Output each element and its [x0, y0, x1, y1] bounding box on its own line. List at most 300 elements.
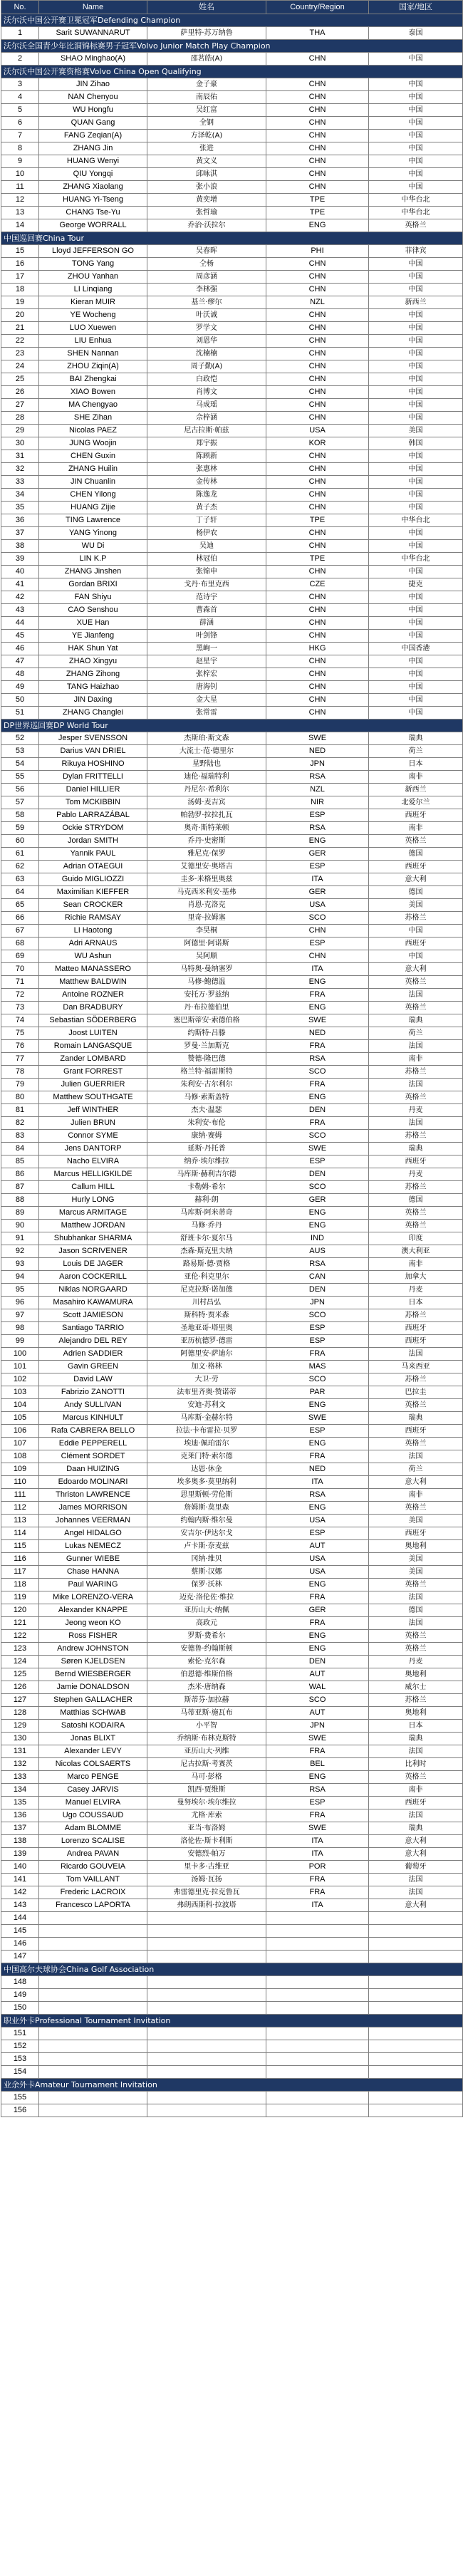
cell-player-name: Alejandro DEL REY [39, 1335, 147, 1348]
cell-country-code: ITA [266, 873, 369, 886]
cell-country-chinese: 荷兰 [369, 1463, 463, 1476]
cell-player-name: LIN K.P [39, 553, 147, 566]
cell-player-name: Dan BRADBURY [39, 1002, 147, 1014]
cell-country-code: CHN [266, 566, 369, 578]
cell-player-name: Jamie DONALDSON [39, 1681, 147, 1694]
cell-country-chinese: 法国 [369, 1117, 463, 1130]
cell-number: 152 [1, 2040, 39, 2053]
cell-country-code: POR [266, 1861, 369, 1874]
cell-player-name: Julien BRUN [39, 1117, 147, 1130]
table-row [1, 1733, 463, 1745]
cell-chinese-name: 约翰内斯·维尔曼 [147, 1515, 266, 1527]
cell-player-name: ZHANG Huilin [39, 463, 147, 476]
cell-player-name: Darius VAN DRIEL [39, 745, 147, 758]
cell-chinese-name [147, 2092, 266, 2104]
cell-country-chinese: 瑞典 [369, 1412, 463, 1425]
cell-chinese-name: 阿德里安·萨迪尔 [147, 1348, 266, 1361]
cell-country-chinese: 意大利 [369, 963, 463, 976]
table-row [1, 1579, 463, 1591]
cell-number: 66 [1, 912, 39, 925]
cell-number: 144 [1, 1912, 39, 1925]
cell-country-code: SWE [266, 1014, 369, 1027]
cell-chinese-name: 张进 [147, 142, 266, 155]
cell-country-chinese: 中国 [369, 604, 463, 617]
cell-country-code [266, 2040, 369, 2053]
cell-country-chinese [369, 2002, 463, 2015]
cell-chinese-name [147, 2002, 266, 2015]
cell-number: 134 [1, 1784, 39, 1797]
cell-player-name: Gavin GREEN [39, 1361, 147, 1373]
table-row [1, 1348, 463, 1361]
table-row [1, 1091, 463, 1104]
cell-country-code: ENG [266, 1630, 369, 1643]
cell-player-name: Aaron COCKERILL [39, 1271, 147, 1284]
cell-country-code: FRA [266, 1874, 369, 1886]
cell-player-name: Marcus HELLIGKILDE [39, 1168, 147, 1181]
cell-country-code [266, 1925, 369, 1938]
cell-player-name: XIAO Bowen [39, 386, 147, 399]
cell-country-chinese: 中国 [369, 925, 463, 938]
cell-country-code: TPE [266, 553, 369, 566]
cell-player-name: ZHANG Jin [39, 142, 147, 155]
cell-number: 85 [1, 1155, 39, 1168]
cell-chinese-name: 方泽乾(A) [147, 130, 266, 142]
cell-number: 131 [1, 1745, 39, 1758]
cell-number: 57 [1, 796, 39, 809]
cell-player-name: Francesco LAPORTA [39, 1899, 147, 1912]
cell-country-code: ENG [266, 1771, 369, 1784]
cell-country-code: ESP [266, 938, 369, 950]
table-row [1, 1155, 463, 1168]
table-row [1, 258, 463, 271]
cell-country-code: ITA [266, 1899, 369, 1912]
cell-chinese-name: 马克西米利安·基弗 [147, 886, 266, 899]
cell-player-name: Casey JARVIS [39, 1784, 147, 1797]
cell-country-code [266, 1938, 369, 1951]
cell-player-name: Mike LORENZO-VERA [39, 1591, 147, 1604]
cell-country-chinese [369, 1925, 463, 1938]
cell-country-code [266, 2053, 369, 2066]
cell-player-name: Gordan BRIXI [39, 578, 147, 591]
cell-chinese-name: 汤姆·瓦扬 [147, 1874, 266, 1886]
table-row [1, 1515, 463, 1527]
cell-chinese-name [147, 1989, 266, 2002]
cell-country-chinese: 韩国 [369, 437, 463, 450]
cell-player-name: XUE Han [39, 617, 147, 630]
cell-number: 82 [1, 1117, 39, 1130]
cell-player-name: Pablo LARRAZÁBAL [39, 809, 147, 822]
cell-country-chinese: 苏格兰 [369, 1694, 463, 1707]
cell-number: 6 [1, 117, 39, 130]
cell-country-chinese: 威尔士 [369, 1681, 463, 1694]
cell-chinese-name: 罗斯·费希尔 [147, 1630, 266, 1643]
cell-chinese-name: 蔡斯·汉娜 [147, 1566, 266, 1579]
cell-country-code: NED [266, 1027, 369, 1040]
cell-country-chinese: 中国 [369, 78, 463, 91]
cell-country-chinese: 美国 [369, 1553, 463, 1566]
cell-country-code: AUT [266, 1707, 369, 1720]
cell-country-chinese: 英格兰 [369, 1002, 463, 1014]
cell-number: 14 [1, 219, 39, 232]
cell-country-code: SCO [266, 1373, 369, 1386]
table-row [1, 1758, 463, 1771]
table-row [1, 1425, 463, 1438]
cell-number: 69 [1, 950, 39, 963]
cell-country-code: GER [266, 848, 369, 861]
cell-country-chinese: 法国 [369, 1040, 463, 1053]
cell-country-code: CHN [266, 155, 369, 168]
cell-number: 34 [1, 489, 39, 502]
cell-chinese-name: 埃迪·佩珀雷尔 [147, 1438, 266, 1450]
section-header-row [1, 66, 463, 78]
cell-player-name: Julien GUERRIER [39, 1079, 147, 1091]
cell-number: 18 [1, 284, 39, 296]
cell-country-code: CHN [266, 284, 369, 296]
table-row [1, 976, 463, 989]
cell-country-chinese: 法国 [369, 989, 463, 1002]
table-row [1, 1925, 463, 1938]
cell-number: 24 [1, 360, 39, 373]
cell-number: 4 [1, 91, 39, 104]
cell-number: 142 [1, 1886, 39, 1899]
cell-country-code: ENG [266, 1643, 369, 1656]
cell-country-code: FRA [266, 1117, 369, 1130]
cell-number: 87 [1, 1181, 39, 1194]
cell-country-chinese: 意大利 [369, 873, 463, 886]
cell-chinese-name: 亚当·布洛姆 [147, 1822, 266, 1835]
cell-country-chinese: 中国 [369, 502, 463, 514]
cell-country-chinese: 法国 [369, 1591, 463, 1604]
cell-country-chinese: 瑞典 [369, 1014, 463, 1027]
cell-chinese-name: 安德烈·帕万 [147, 1848, 266, 1861]
cell-country-code: FRA [266, 1079, 369, 1091]
cell-number: 118 [1, 1579, 39, 1591]
cell-country-code: DEN [266, 1656, 369, 1668]
table-row [1, 873, 463, 886]
cell-country-chinese: 法国 [369, 1745, 463, 1758]
table-row [1, 527, 463, 540]
cell-chinese-name: 奥奇·斯特莱顿 [147, 822, 266, 835]
cell-chinese-name: 亚历山大·纳佩 [147, 1604, 266, 1617]
cell-chinese-name: 康纳·赛姆 [147, 1130, 266, 1143]
cell-country-code: CHN [266, 181, 369, 194]
cell-chinese-name: 阿德里·阿诺斯 [147, 938, 266, 950]
cell-player-name: Jesper SVENSSON [39, 732, 147, 745]
table-row [1, 1220, 463, 1232]
cell-country-code: SCO [266, 1309, 369, 1322]
table-row [1, 1297, 463, 1309]
cell-country-chinese: 中国 [369, 348, 463, 360]
cell-chinese-name [147, 1938, 266, 1951]
cell-number: 105 [1, 1412, 39, 1425]
cell-country-chinese [369, 2066, 463, 2079]
cell-chinese-name: 乔纳斯·布林克斯特 [147, 1733, 266, 1745]
cell-country-code [266, 1951, 369, 1963]
cell-country-code: ESP [266, 1425, 369, 1438]
table-row [1, 1168, 463, 1181]
cell-player-name: YANG Yinong [39, 527, 147, 540]
table-row [1, 1450, 463, 1463]
cell-number: 62 [1, 861, 39, 873]
cell-country-chinese: 美国 [369, 1515, 463, 1527]
cell-country-chinese: 苏格兰 [369, 1181, 463, 1194]
table-row [1, 2002, 463, 2015]
cell-country-code: CHN [266, 168, 369, 181]
cell-player-name [39, 1925, 147, 1938]
cell-country-code: WAL [266, 1681, 369, 1694]
cell-country-chinese: 中国 [369, 386, 463, 399]
cell-number: 117 [1, 1566, 39, 1579]
cell-chinese-name: 马可·彭格 [147, 1771, 266, 1784]
table-row [1, 78, 463, 91]
cell-chinese-name: 肖恩·克洛克 [147, 899, 266, 912]
cell-country-code [266, 2104, 369, 2117]
table-row [1, 566, 463, 578]
cell-number: 139 [1, 1848, 39, 1861]
cell-player-name: TANG Haizhao [39, 681, 147, 694]
cell-country-code: CHN [266, 450, 369, 463]
cell-number: 46 [1, 643, 39, 655]
cell-country-code: CHN [266, 604, 369, 617]
cell-country-code: CHN [266, 591, 369, 604]
cell-country-code: AUS [266, 1245, 369, 1258]
cell-number: 71 [1, 976, 39, 989]
cell-number: 31 [1, 450, 39, 463]
cell-country-chinese: 瑞典 [369, 732, 463, 745]
cell-country-chinese: 中国 [369, 322, 463, 335]
cell-player-name [39, 1976, 147, 1989]
cell-country-chinese: 奥地利 [369, 1707, 463, 1720]
cell-player-name: ZHANG Zihong [39, 668, 147, 681]
cell-country-chinese: 中国 [369, 53, 463, 66]
cell-country-code: SWE [266, 1412, 369, 1425]
cell-chinese-name: 里卡多·古维亚 [147, 1861, 266, 1874]
table-row [1, 1617, 463, 1630]
cell-number: 73 [1, 1002, 39, 1014]
table-row [1, 1566, 463, 1579]
cell-player-name: Maximilian KIEFFER [39, 886, 147, 899]
table-header [1, 1, 463, 14]
cell-player-name: Ross FISHER [39, 1630, 147, 1643]
cell-player-name: Yannik PAUL [39, 848, 147, 861]
cell-chinese-name: 张小浪 [147, 181, 266, 194]
table-row [1, 950, 463, 963]
cell-player-name: Callum HILL [39, 1181, 147, 1194]
cell-chinese-name: 尤格·库索 [147, 1809, 266, 1822]
cell-country-chinese: 荷兰 [369, 1027, 463, 1040]
cell-player-name: Jason SCRIVENER [39, 1245, 147, 1258]
cell-chinese-name: 法布里齐奥·赞诺蒂 [147, 1386, 266, 1399]
table-row [1, 386, 463, 399]
cell-chinese-name: 邵茗皓(A) [147, 53, 266, 66]
cell-country-chinese [369, 1989, 463, 2002]
cell-number: 11 [1, 181, 39, 194]
cell-country-chinese: 中国 [369, 655, 463, 668]
table-row [1, 181, 463, 194]
table-row [1, 1399, 463, 1412]
cell-player-name: SHE Zihan [39, 412, 147, 425]
table-row [1, 681, 463, 694]
cell-player-name: QUAN Gang [39, 117, 147, 130]
cell-country-chinese: 意大利 [369, 1835, 463, 1848]
table-row [1, 1502, 463, 1515]
table-row [1, 1438, 463, 1450]
cell-country-code: CHN [266, 412, 369, 425]
cell-chinese-name [147, 1976, 266, 1989]
cell-country-chinese: 中国 [369, 566, 463, 578]
cell-country-code: CAN [266, 1271, 369, 1284]
cell-country-chinese: 德国 [369, 848, 463, 861]
cell-chinese-name: 里奇·拉姆塞 [147, 912, 266, 925]
cell-player-name: Ugo COUSSAUD [39, 1809, 147, 1822]
cell-country-chinese: 中国 [369, 284, 463, 296]
table-row [1, 271, 463, 284]
cell-chinese-name: 陈顾新 [147, 450, 266, 463]
cell-number: 129 [1, 1720, 39, 1733]
table-row [1, 463, 463, 476]
header-row [1, 1, 463, 14]
cell-country-code: CHN [266, 655, 369, 668]
table-row [1, 1463, 463, 1476]
cell-chinese-name: 吴迪 [147, 540, 266, 553]
table-row [1, 1694, 463, 1707]
cell-number: 90 [1, 1220, 39, 1232]
cell-country-code: USA [266, 899, 369, 912]
cell-player-name: TONG Yang [39, 258, 147, 271]
cell-chinese-name: 约斯特·吕滕 [147, 1027, 266, 1040]
cell-country-code: CHN [266, 617, 369, 630]
cell-player-name: Sarit SUWANNARUT [39, 27, 147, 40]
cell-country-code: CHN [266, 694, 369, 707]
cell-country-chinese: 意大利 [369, 1476, 463, 1489]
cell-chinese-name: 林冠伯 [147, 553, 266, 566]
cell-country-chinese: 英格兰 [369, 1220, 463, 1232]
cell-player-name: HUANG Yi-Tseng [39, 194, 147, 207]
table-row [1, 1245, 463, 1258]
cell-country-code: SCO [266, 1066, 369, 1079]
cell-country-code: FRA [266, 1809, 369, 1822]
cell-player-name: Alexander KNAPPE [39, 1604, 147, 1617]
cell-chinese-name: 白政恺 [147, 373, 266, 386]
cell-chinese-name: 杨伊农 [147, 527, 266, 540]
cell-player-name: JIN Zihao [39, 78, 147, 91]
cell-number: 126 [1, 1681, 39, 1694]
table-row [1, 732, 463, 745]
cell-chinese-name: 马库斯·阿米蒂奇 [147, 1207, 266, 1220]
cell-chinese-name: 达恩·休金 [147, 1463, 266, 1476]
cell-chinese-name: 黑峋一 [147, 643, 266, 655]
table-row [1, 399, 463, 412]
cell-country-code: CHN [266, 335, 369, 348]
table-row [1, 1476, 463, 1489]
table-row [1, 360, 463, 373]
cell-chinese-name: 尼古拉斯·考赛茨 [147, 1758, 266, 1771]
cell-number: 135 [1, 1797, 39, 1809]
cell-number: 99 [1, 1335, 39, 1348]
cell-player-name: Jeong weon KO [39, 1617, 147, 1630]
table-row [1, 912, 463, 925]
cell-country-chinese: 丹麦 [369, 1656, 463, 1668]
cell-player-name: Nicolas COLSAERTS [39, 1758, 147, 1771]
cell-country-code: CHN [266, 476, 369, 489]
cell-country-chinese: 丹麦 [369, 1168, 463, 1181]
cell-country-code: ENG [266, 219, 369, 232]
cell-chinese-name: 马特奥·曼纳塞罗 [147, 963, 266, 976]
cell-number: 64 [1, 886, 39, 899]
cell-number: 67 [1, 925, 39, 938]
cell-country-chinese: 中国 [369, 399, 463, 412]
cell-number: 80 [1, 1091, 39, 1104]
table-row [1, 1604, 463, 1617]
cell-player-name: Chase HANNA [39, 1566, 147, 1579]
cell-number: 55 [1, 771, 39, 784]
cell-player-name: QIU Yongqi [39, 168, 147, 181]
section-header-row [1, 232, 463, 245]
table-row [1, 1527, 463, 1540]
cell-country-code: RSA [266, 1053, 369, 1066]
table-row [1, 1771, 463, 1784]
cell-country-code [266, 2002, 369, 2015]
cell-country-chinese: 南非 [369, 1489, 463, 1502]
table-row [1, 284, 463, 296]
table-row [1, 578, 463, 591]
cell-number: 114 [1, 1527, 39, 1540]
cell-chinese-name: 卡勒姆·希尔 [147, 1181, 266, 1194]
cell-player-name: Dylan FRITTELLI [39, 771, 147, 784]
cell-number: 74 [1, 1014, 39, 1027]
table-row [1, 1938, 463, 1951]
cell-country-chinese: 南非 [369, 1258, 463, 1271]
cell-player-name: YE Jianfeng [39, 630, 147, 643]
cell-player-name: FAN Shiyu [39, 591, 147, 604]
cell-player-name: ZHANG Jinshen [39, 566, 147, 578]
cell-player-name [39, 1989, 147, 2002]
cell-country-code: SWE [266, 1733, 369, 1745]
cell-chinese-name: 马蒂亚斯·施瓦布 [147, 1707, 266, 1720]
cell-player-name: Rafa CABRERA BELLO [39, 1425, 147, 1438]
cell-country-code: GER [266, 1194, 369, 1207]
table-row [1, 899, 463, 912]
cell-country-chinese: 日本 [369, 1720, 463, 1733]
cell-country-chinese: 中国 [369, 681, 463, 694]
cell-player-name: SHAO Minghao(A) [39, 53, 147, 66]
cell-number: 98 [1, 1322, 39, 1335]
table-row [1, 1117, 463, 1130]
cell-chinese-name: 李昊桐 [147, 925, 266, 938]
cell-chinese-name: 大流士·范·德里尔 [147, 745, 266, 758]
cell-chinese-name: 丁子轩 [147, 514, 266, 527]
cell-number: 143 [1, 1899, 39, 1912]
cell-number: 59 [1, 822, 39, 835]
cell-country-chinese: 中国 [369, 450, 463, 463]
cell-player-name [39, 2027, 147, 2040]
table-row [1, 1322, 463, 1335]
cell-chinese-name: 迪伦·福瑞特利 [147, 771, 266, 784]
cell-country-code: ENG [266, 1207, 369, 1220]
table-row [1, 2104, 463, 2117]
cell-player-name: WU Hongfu [39, 104, 147, 117]
cell-chinese-name: 舒班卡尔·夏尔马 [147, 1232, 266, 1245]
cell-country-chinese [369, 1912, 463, 1925]
table-row [1, 1553, 463, 1566]
cell-number: 41 [1, 578, 39, 591]
cell-player-name: Satoshi KODAIRA [39, 1720, 147, 1733]
cell-player-name: JUNG Woojin [39, 437, 147, 450]
cell-country-code: CHN [266, 489, 369, 502]
cell-player-name: Fabrizio ZANOTTI [39, 1386, 147, 1399]
cell-chinese-name: 克莱门特·索尔德 [147, 1450, 266, 1463]
cell-player-name: Matthew BALDWIN [39, 976, 147, 989]
